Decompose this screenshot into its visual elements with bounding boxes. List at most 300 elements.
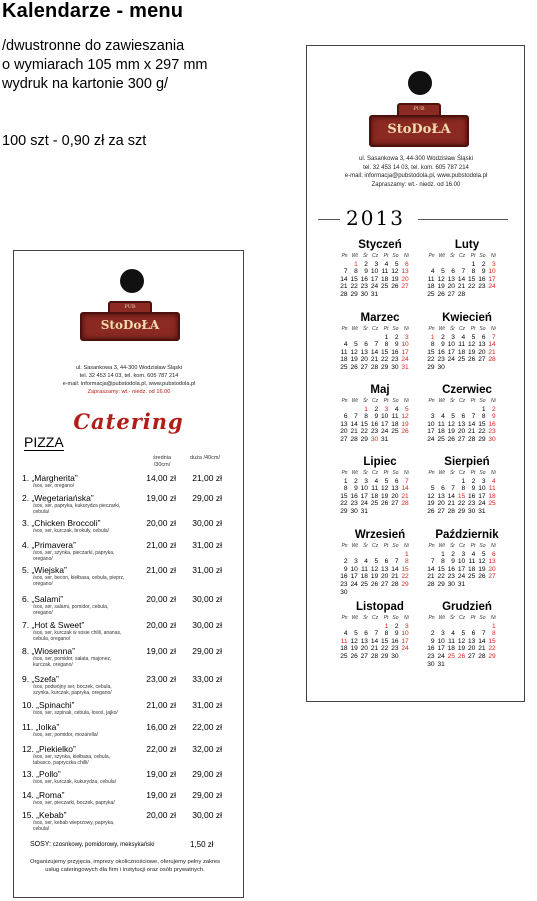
weekday-label: Wt: [351, 543, 358, 549]
calendar-day: 9: [374, 413, 379, 421]
calendar-day: 16: [391, 348, 399, 356]
calendar-day: 29: [350, 290, 358, 298]
calendar-day: 23: [391, 645, 399, 653]
calendar-day: 13: [360, 348, 368, 356]
calendar-day: 22: [468, 283, 476, 291]
weekday-label: So: [392, 398, 399, 404]
weekday-label: Wt: [351, 615, 358, 621]
calendar-day: 28: [447, 507, 455, 515]
calendar-day: 27: [360, 652, 368, 660]
calendar-day: 4: [451, 630, 455, 638]
weekday-label: Cz: [372, 326, 379, 332]
pizza-name: 9. „Szefa”: [22, 674, 59, 684]
calendar-day: 1: [354, 260, 358, 268]
calendar-day: 2: [343, 558, 348, 566]
weekday-label: Wt: [351, 326, 358, 332]
calendar-day: 5: [451, 413, 455, 421]
calendar-day: 14: [488, 341, 496, 349]
price-large: 29,00 zł: [192, 646, 222, 656]
calendar-day: 4: [492, 477, 496, 485]
calendar-day: 27: [478, 356, 486, 364]
price-medium: 19,00 zł: [146, 769, 176, 779]
calendar-day: 28: [370, 363, 379, 371]
calendar-day: 1: [384, 622, 389, 630]
calendar-day: 20: [381, 573, 389, 581]
calendar-day: 8: [343, 485, 348, 493]
calendar-day: 11: [381, 268, 389, 276]
calendar-day: 25: [360, 580, 368, 588]
calendar-day: 23: [437, 356, 445, 364]
calendar-month: [338, 311, 422, 372]
calendar-day: 26: [437, 290, 445, 298]
month-name: Grudzień: [442, 601, 492, 613]
calendar-day: 16: [488, 420, 496, 428]
price-medium: 19,00 zł: [146, 790, 176, 800]
pub-sign-logo: [369, 103, 469, 147]
calendar-day: 21: [350, 428, 358, 436]
calendar-day: 20: [340, 428, 348, 436]
calendar-day: 30: [391, 652, 399, 660]
weekday-label: Śr: [362, 615, 368, 621]
calendar-day: 8: [492, 630, 496, 638]
calendar-day: 13: [340, 420, 348, 428]
calendar-day: 4: [441, 413, 445, 421]
calendar-day: 26: [381, 500, 389, 508]
calendar-day: 30: [447, 580, 455, 588]
calendar-day: 22: [350, 283, 358, 291]
calendar-day: 17: [401, 348, 409, 356]
weekday-label: Ni: [490, 615, 496, 621]
calendar-day: 19: [381, 492, 389, 500]
pizza-ingredients: /sos, ser, kurczak, kukurydza, cebula/: [33, 779, 117, 785]
calendar-day: 11: [340, 637, 348, 645]
calendar-day: 25: [457, 356, 466, 364]
calendar-day: 9: [471, 485, 476, 493]
calendar-day: 1: [492, 622, 496, 630]
email: e-mail: informacja@pubstodola.pl, www.pubstodola.pl: [344, 173, 488, 180]
calendar-day: 28: [488, 356, 496, 364]
weekday-label: Pn: [341, 615, 348, 621]
pizza-ingredients: /sos, ser, kurczak w sosie chilli, ananas, cebula, oregano/: [33, 630, 122, 642]
pizza-ingredients: /sos, ser, pomidor, mozarella/: [33, 732, 99, 738]
calendar-day: 11: [371, 485, 379, 493]
calendar-day: 8: [354, 268, 358, 276]
calendar-day: 17: [401, 637, 409, 645]
calendar-day: 13: [437, 492, 445, 500]
calendar-day: 21: [401, 492, 409, 500]
calendar-day: 10: [437, 637, 445, 645]
calendar-day: 23: [370, 428, 379, 436]
sign-name-text: StoDoŁA: [100, 318, 160, 332]
calendar-day: 3: [481, 477, 486, 485]
calendar-day: 1: [471, 260, 476, 268]
weekday-label: So: [392, 253, 399, 259]
weekday-label: Pn: [428, 470, 435, 476]
calendar-day: 19: [350, 645, 358, 653]
calendar-day: 6: [451, 268, 455, 276]
price-medium: 21,00 zł: [146, 700, 176, 710]
calendar-day: 14: [340, 275, 348, 283]
calendar-day: 25: [340, 363, 348, 371]
calendar-day: 27: [381, 580, 389, 588]
contact-info: [311, 155, 521, 189]
calendar-day: 3: [441, 630, 445, 638]
calendar-day: 15: [468, 275, 476, 283]
weekday-label: Śr: [362, 398, 368, 404]
calendar-day: 4: [471, 550, 476, 558]
calendar-day: 20: [447, 283, 455, 291]
calendar-day: 27: [468, 652, 476, 660]
calendar-day: 8: [384, 341, 389, 349]
calendar-day: 11: [391, 413, 399, 421]
pizza-ingredients: /sos, ser, salami, pomidor, cebula, oregano/: [33, 604, 109, 616]
calendar-day: 26: [427, 507, 435, 515]
calendar-day: 7: [374, 341, 379, 349]
weekday-label: Ni: [490, 470, 496, 476]
calendar-day: 7: [405, 477, 409, 485]
calendar-day: 12: [457, 637, 466, 645]
pizza-ingredients: /sos, ser, szpinak, cebula, łosoś, jajko/: [33, 710, 118, 716]
hanging-hole: [120, 269, 144, 293]
calendar-day: 13: [381, 565, 389, 573]
calendar-day: 9: [354, 485, 358, 493]
calendar-day: 7: [430, 558, 435, 566]
calendar-day: 8: [430, 341, 435, 349]
calendar-day: 21: [488, 348, 496, 356]
calendar-day: 11: [488, 485, 496, 493]
calendar-day: 1: [430, 333, 435, 341]
calendar-day: 10: [478, 485, 486, 493]
month-name: Październik: [435, 529, 499, 541]
calendar-day: 12: [391, 268, 399, 276]
calendar-day: 12: [370, 565, 379, 573]
calendar-day: 10: [401, 341, 409, 349]
weekday-label: So: [392, 615, 399, 621]
calendar-day: 12: [381, 485, 389, 493]
calendar-day: 11: [448, 637, 455, 645]
calendar-day: 12: [478, 558, 486, 566]
price-large: 29,00 zł: [192, 769, 222, 779]
calendar-day: 25: [488, 500, 496, 508]
calendar-day: 2: [451, 550, 455, 558]
calendar-day: 24: [427, 435, 435, 443]
address: ul. Sasankowa 3, 44-300 Wodzisław Śląski: [75, 365, 183, 371]
calendar-day: 1: [441, 550, 445, 558]
sign-pub-text: PUB: [124, 304, 136, 310]
pizza-name: 8. „Wiosenna”: [22, 646, 75, 656]
weekday-label: Pn: [428, 615, 435, 621]
calendar-day: 25: [447, 652, 455, 660]
calendar-day: 27: [447, 290, 455, 298]
calendar-day: 24: [437, 652, 445, 660]
calendar-day: 6: [384, 558, 389, 566]
weekday-label: Ni: [490, 253, 496, 259]
calendar-day: 29: [381, 363, 389, 371]
calendar-day: 11: [458, 341, 466, 349]
weekday-label: Cz: [372, 615, 379, 621]
weekday-label: So: [479, 615, 486, 621]
price-large: 33,00 zł: [192, 674, 222, 684]
pizza-ingredients: /sos, ser, szynka, kiełbasa, cebula, tabasco, papryczka chilli/: [33, 754, 110, 766]
calendar-day: 18: [488, 492, 496, 500]
weekday-label: Cz: [372, 398, 379, 404]
calendar-day: 30: [350, 507, 358, 515]
calendar-day: 3: [364, 477, 368, 485]
weekday-label: Wt: [351, 470, 358, 476]
product-spec: [2, 37, 207, 94]
calendar-day: 23: [350, 500, 358, 508]
calendar-day: 2: [430, 630, 435, 638]
month-name: Czerwiec: [442, 384, 492, 396]
calendar-day: 31: [381, 435, 389, 443]
calendar-day: 3: [492, 260, 496, 268]
weekday-label: So: [479, 543, 486, 549]
calendar-day: 27: [360, 363, 368, 371]
calendar-day: 22: [457, 500, 466, 508]
calendar-day: 6: [492, 550, 496, 558]
calendar-day: 16: [350, 492, 358, 500]
calendar-day: 16: [370, 420, 379, 428]
calendar-day: 21: [340, 283, 348, 291]
calendar-day: 1: [343, 477, 348, 485]
weekday-label: Wt: [438, 543, 445, 549]
calendar-day: 20: [401, 275, 409, 283]
calendar-day: 23: [447, 573, 455, 581]
calendar-day: 11: [437, 420, 445, 428]
calendar-day: 29: [360, 435, 368, 443]
calendar-day: 2: [492, 405, 496, 413]
calendar-day: 19: [370, 573, 379, 581]
calendar-day: 19: [478, 565, 486, 573]
calendar-day: 15: [381, 348, 389, 356]
calendar-day: 15: [350, 275, 358, 283]
weekday-label: Śr: [362, 326, 368, 332]
calendar-day: 28: [340, 290, 348, 298]
weekday-label: Śr: [449, 326, 455, 332]
calendar-day: 22: [381, 356, 389, 364]
calendar-day: 31: [437, 660, 445, 668]
calendar-day: 26: [370, 580, 379, 588]
weekday-label: Cz: [459, 615, 466, 621]
calendar-day: 18: [468, 565, 476, 573]
calendar-day: 18: [340, 645, 348, 653]
pizza-name: 6. „Salami”: [22, 594, 64, 604]
weekday-label: Śr: [362, 470, 368, 476]
month-name: Listopad: [356, 601, 404, 613]
calendar-day: 19: [401, 420, 409, 428]
calendar-day: 18: [447, 645, 455, 653]
pizza-ingredients: /sos, podwójny ser, boczek, cebula, szynka, kurczak, papryka, oregano/: [33, 684, 112, 696]
calendar-day: 27: [391, 500, 399, 508]
calendar-day: 3: [405, 622, 409, 630]
calendar-day: 14: [350, 420, 358, 428]
calendar-day: 15: [340, 492, 348, 500]
weekday-label: Cz: [459, 470, 466, 476]
month-name: Lipiec: [363, 456, 397, 468]
calendar-day: 7: [374, 630, 379, 638]
weekday-label: Cz: [459, 543, 466, 549]
calendar-day: 12: [437, 275, 445, 283]
calendar-day: 10: [457, 558, 466, 566]
calendar-day: 13: [457, 420, 466, 428]
calendar-day: 10: [350, 565, 358, 573]
calendar-day: 28: [401, 500, 409, 508]
month-name: Marzec: [360, 312, 400, 324]
weekday-label: Pn: [428, 398, 435, 404]
price-medium: 19,00 zł: [146, 493, 176, 503]
calendar-day: 31: [478, 507, 486, 515]
pizza-ingredients: /sos, ser, kebab wieprzowy, papryka, cebula/: [33, 820, 115, 832]
weekday-label: Ni: [403, 398, 409, 404]
calendar-day: 7: [471, 413, 476, 421]
price-large: 21,00 zł: [192, 473, 222, 483]
calendar-day: 8: [384, 630, 389, 638]
calendar-day: 5: [405, 405, 409, 413]
price-large: 29,00 zł: [192, 790, 222, 800]
calendar-day: 9: [394, 630, 399, 638]
calendar-day: 24: [370, 283, 379, 291]
calendar-day: 8: [471, 268, 476, 276]
calendar-day: 14: [457, 275, 466, 283]
calendar-day: 28: [370, 652, 379, 660]
weekday-label: Pt: [383, 543, 389, 549]
calendar-month: [338, 528, 422, 596]
weekday-label: So: [392, 470, 399, 476]
sauce-label: SOSY:: [30, 841, 52, 848]
calendar-day: 16: [391, 637, 399, 645]
weekday-label: Pn: [428, 543, 435, 549]
calendar-day: 7: [461, 268, 466, 276]
calendar-day: 5: [354, 630, 358, 638]
calendar-day: 17: [488, 275, 496, 283]
calendar-month: [425, 455, 509, 516]
calendar-day: 31: [370, 290, 379, 298]
calendar-day: 3: [374, 260, 379, 268]
calendar-day: 26: [350, 363, 358, 371]
weekday-label: Cz: [459, 398, 466, 404]
calendar-day: 24: [488, 283, 496, 291]
weekday-label: Cz: [372, 470, 379, 476]
calendar-day: 19: [437, 283, 445, 291]
calendar-day: 9: [451, 558, 455, 566]
weekday-label: Pt: [470, 470, 476, 476]
weekday-label: Pt: [470, 253, 476, 259]
calendar-day: 29: [437, 580, 445, 588]
calendar-day: 19: [427, 500, 435, 508]
calendar-day: 6: [461, 413, 466, 421]
size-large-header: duża /40cm/: [190, 455, 220, 461]
weekday-label: Pt: [470, 615, 476, 621]
calendar-day: 16: [340, 573, 348, 581]
phone: tel. 32 453 14 03, tel. kom. 605 787 214: [363, 164, 469, 171]
price-large: 32,00 zł: [192, 744, 222, 754]
pizza-name: 3. „Chicken Broccoli”: [22, 518, 101, 528]
calendar-day: 6: [364, 630, 368, 638]
calendar-day: 30: [437, 363, 445, 371]
opening-hours: Zapraszamy: wt.- niedz. od 16.00: [87, 389, 171, 395]
calendar-day: 17: [381, 420, 389, 428]
calendar-day: 7: [343, 268, 348, 276]
calendar-day: 8: [441, 558, 445, 566]
weekday-label: Pt: [470, 543, 476, 549]
price-medium: 19,00 zł: [146, 646, 176, 656]
calendar-day: 7: [451, 485, 455, 493]
weekday-label: So: [479, 253, 486, 259]
calendar-day: 8: [364, 413, 368, 421]
calendar-day: 26: [350, 652, 358, 660]
calendar-day: 21: [370, 356, 379, 364]
calendar-day: 12: [401, 413, 409, 421]
month-name: Kwiecień: [442, 312, 492, 324]
weekday-label: Wt: [438, 398, 445, 404]
calendar-day: 21: [447, 500, 455, 508]
calendar-day: 25: [381, 283, 389, 291]
email: e-mail: informacja@pubstodola.pl, www.pubstodola.pl: [62, 381, 196, 387]
weekday-label: Ni: [490, 398, 496, 404]
spec-line: o wymiarach 105 mm x 297 mm: [2, 57, 208, 73]
calendar-day: 5: [471, 333, 476, 341]
calendar-day: 14: [468, 420, 476, 428]
weekday-label: Ni: [403, 543, 409, 549]
price-medium: 20,00 zł: [146, 518, 176, 528]
calendar-day: 28: [350, 435, 358, 443]
calendar-day: 5: [430, 485, 435, 493]
calendar-day: 11: [427, 275, 435, 283]
price-medium: 21,00 zł: [146, 540, 176, 550]
price-medium: 23,00 zł: [146, 674, 176, 684]
calendar-day: 15: [488, 637, 496, 645]
calendar-day: 14: [391, 565, 399, 573]
calendar-day: 2: [394, 333, 399, 341]
calendar-day: 15: [401, 565, 409, 573]
calendar-day: 27: [457, 435, 466, 443]
hanging-hole: [408, 71, 432, 95]
weekday-label: Wt: [438, 615, 445, 621]
calendar-day: 15: [478, 420, 486, 428]
month-name: Wrzesień: [354, 529, 406, 541]
calendar-day: 2: [481, 260, 486, 268]
calendar-day: 27: [488, 573, 496, 581]
calendar-day: 3: [461, 550, 466, 558]
pizza-ingredients: /sos, ser, pomidor, sałata, majonez, kurczak, oregano/: [33, 656, 112, 668]
calendar-day: 4: [461, 333, 466, 341]
calendar-day: 14: [370, 348, 379, 356]
weekday-label: Pn: [341, 326, 348, 332]
price-large: 31,00 zł: [192, 540, 222, 550]
weekday-label: Pn: [341, 253, 348, 259]
calendar-day: 13: [360, 637, 368, 645]
calendar-day: 24: [401, 356, 409, 364]
size-medium-header: średnia /30cm/: [152, 455, 172, 468]
calendar-day: 4: [394, 405, 399, 413]
price-large: 30,00 zł: [192, 518, 222, 528]
weekday-label: Śr: [449, 615, 455, 621]
calendar-month: [425, 238, 509, 299]
opening-hours: Zapraszamy: wt.- niedz. od 16.00: [371, 181, 461, 188]
calendar-day: 21: [468, 428, 476, 436]
calendar-day: 4: [343, 630, 348, 638]
calendar-day: 26: [457, 652, 466, 660]
calendar-day: 15: [381, 637, 389, 645]
calendar-day: 10: [381, 413, 389, 421]
weekday-label: Cz: [372, 543, 379, 549]
calendar-day: 16: [437, 348, 445, 356]
calendar-day: 17: [447, 348, 455, 356]
calendar-day: 1: [405, 550, 409, 558]
calendar-day: 20: [478, 348, 486, 356]
calendar-day: 16: [478, 275, 486, 283]
weekday-label: Śr: [449, 470, 455, 476]
